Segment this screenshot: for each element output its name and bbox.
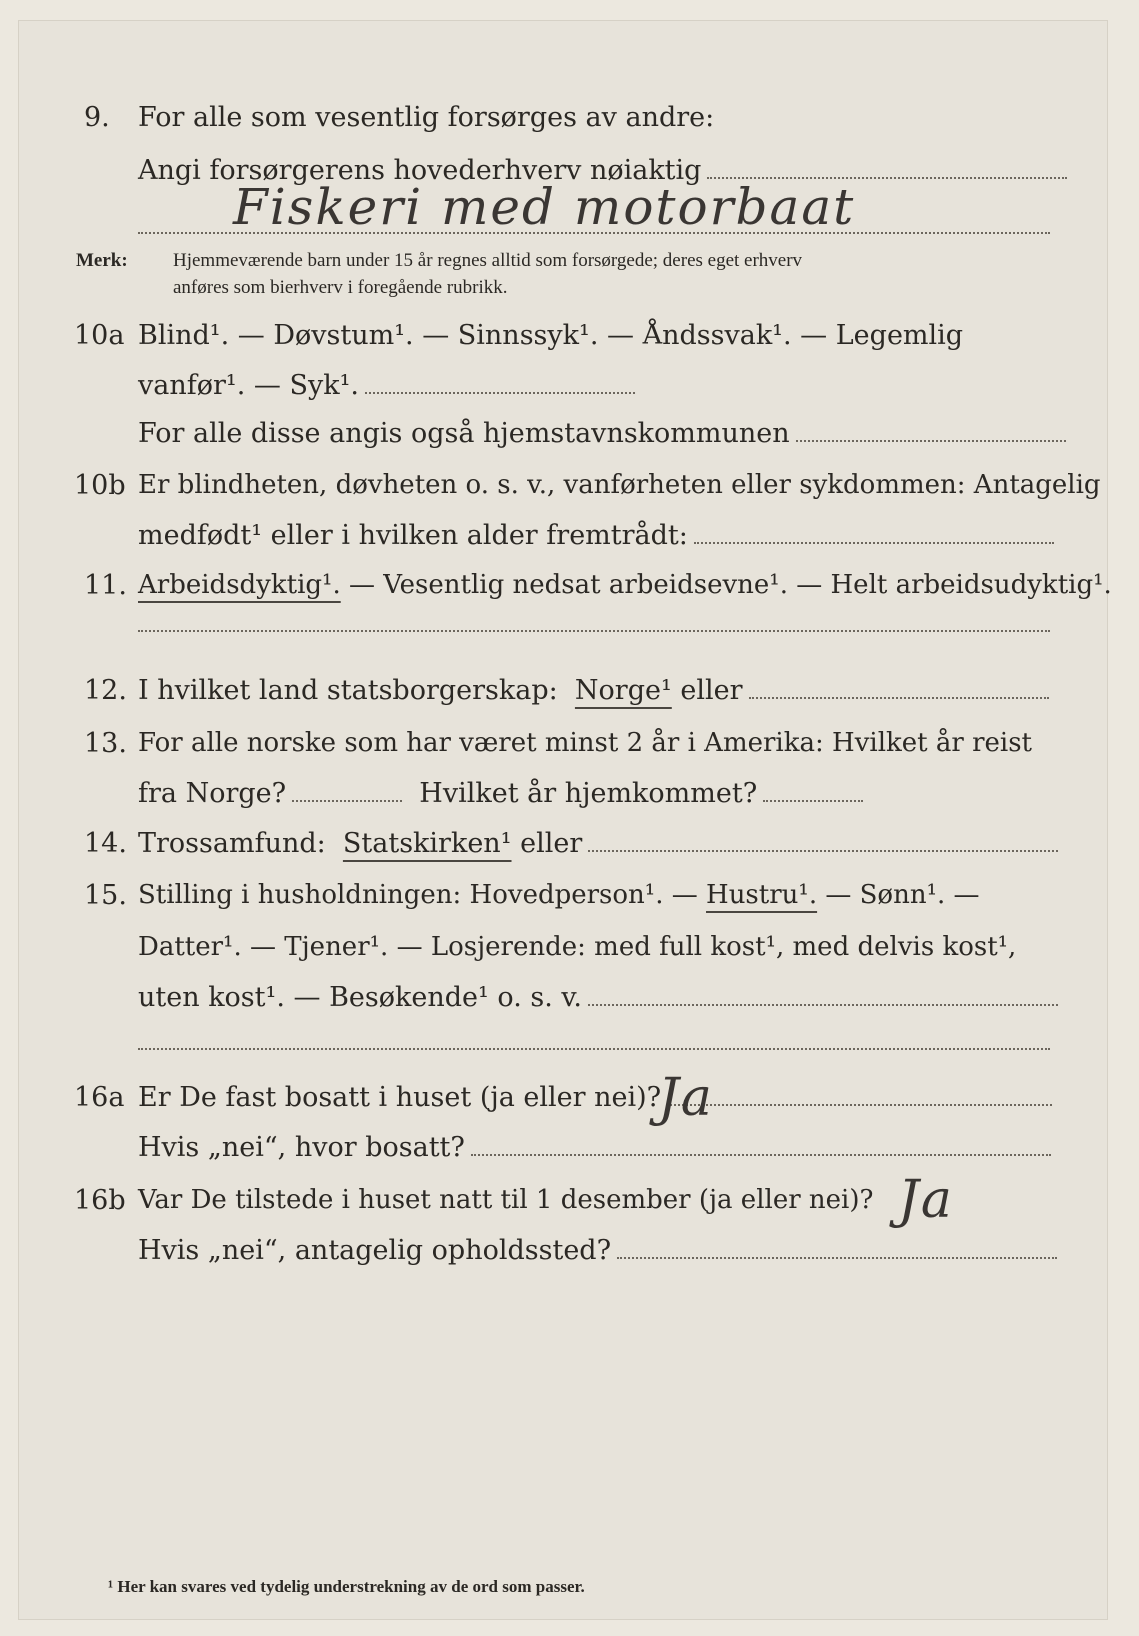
q16a-line2 (18, 1132, 1108, 1172)
q14-option-statskirken: Statskirken¹ (342, 828, 512, 859)
q12-dots (749, 696, 1049, 699)
q12-line (18, 675, 1108, 715)
q14-number: 14. (84, 828, 127, 859)
q11-line1 (18, 570, 1112, 610)
q10b-number: 10b (74, 470, 126, 501)
q10b-line2 (18, 520, 1108, 560)
q10a-line1 (18, 320, 1108, 360)
q10b-line1-text: Er blindheten, døvheten o. s. v., vanførheten eller sykdommen: Antagelig (138, 470, 1101, 500)
q11-rest: — Vesentlig nedsat arbeidsevne¹. — Helt arbeidsudyktig¹. (348, 570, 1112, 600)
q9-handwritten-answer: Fiskeri med motorbaat (233, 178, 856, 236)
q13-line2 (18, 778, 1108, 818)
q14-text: Trossamfund: (138, 828, 326, 859)
q15-line1a: Stilling i husholdningen: Hovedperson¹. — (138, 880, 698, 910)
q16b-line2 (18, 1235, 1108, 1275)
q15-line1b: — Sønn¹. — (825, 880, 980, 910)
q9-line1 (18, 102, 1108, 142)
q13-dots-b (763, 799, 863, 802)
q16a-line2-text: Hvis „nei“, hvor bosatt? (138, 1132, 465, 1163)
merk-label: Merk: (76, 250, 128, 271)
q9-line2-text: Angi forsørgerens hovederhverv nøiaktig (138, 155, 702, 186)
q15-line1 (18, 880, 1108, 920)
q16a-line1-text: Er De fast bosatt i huset (ja eller nei)? (138, 1082, 662, 1113)
merk-line1: Hjemmeværende barn under 15 år regnes alltid som forsørgede; deres eget erhverv (173, 250, 803, 271)
q15-line3 (18, 982, 1108, 1022)
q15-line3-text: uten kost¹. — Besøkende¹ o. s. v. (138, 982, 583, 1013)
q10a-line2-dots (365, 391, 635, 394)
q13-dots-a (292, 799, 402, 802)
q10b-line2-text: medfødt¹ eller i hvilken alder fremtrådt: (138, 520, 688, 551)
q16b-line2-dots (617, 1256, 1057, 1259)
q11-number: 11. (84, 570, 127, 601)
q10a-line2-text: vanfør¹. — Syk¹. (138, 370, 359, 401)
q15-answer-rule (138, 1048, 1050, 1050)
q13-line2a: fra Norge? (138, 778, 287, 809)
q15-line2 (18, 932, 1108, 972)
q16b-line2-text: Hvis „nei“, antagelig opholdssted? (138, 1235, 612, 1266)
q12-option-norge: Norge¹ (574, 675, 672, 706)
q10a-line1-text: Blind¹. — Døvstum¹. — Sinnssyk¹. — Åndssvak¹. — Legemlig (138, 320, 964, 351)
q14-dots (588, 849, 1058, 852)
q13-number: 13. (84, 728, 127, 759)
q14-line (18, 828, 1108, 868)
q10a-line3 (18, 418, 1108, 458)
q9-number: 9. (84, 102, 110, 133)
q16a-line1 (18, 1082, 1108, 1122)
q16a-handwritten-answer: Ja (658, 1068, 714, 1128)
q15-option-hustru: Hustru¹. (706, 880, 818, 910)
q10a-number: 10a (74, 320, 125, 351)
q10a-line3-text: For alle disse angis også hjemstavnskommunen (138, 418, 790, 449)
q16a-line2-dots (471, 1153, 1051, 1156)
q16b-line1-text: Var De tilstede i huset natt til 1 desember (ja eller nei)? (138, 1185, 874, 1215)
census-form-page (18, 20, 1112, 1620)
q15-line2-text: Datter¹. — Tjener¹. — Losjerende: med full kost¹, med delvis kost¹, (138, 932, 1017, 962)
q9-line1-text: For alle som vesentlig forsørges av andre: (138, 102, 715, 133)
q13-line1 (18, 728, 1108, 768)
q11-answer-rule (138, 630, 1050, 632)
q16a-line1-dots (667, 1103, 1052, 1106)
q10a-line2 (18, 370, 1108, 410)
q12-post: eller (680, 675, 743, 706)
q12-text: I hvilket land statsborgerskap: (138, 675, 558, 706)
q16b-number: 16b (74, 1185, 126, 1216)
q12-number: 12. (84, 675, 127, 706)
q10b-line1 (18, 470, 1108, 510)
q10b-line2-dots (694, 541, 1054, 544)
merk-line2: anføres som bierhverv i foregående rubrikk. (173, 277, 508, 298)
q13-line2b: Hvilket år hjemkommet? (419, 778, 758, 809)
q11-option-arbeidsdyktig: Arbeidsdyktig¹. (138, 570, 341, 600)
q10a-line3-dots (796, 439, 1066, 442)
q13-line1-text: For alle norske som har været minst 2 år i Amerika: Hvilket år reist (138, 728, 1032, 758)
q16a-number: 16a (74, 1082, 125, 1113)
q15-line3-dots (588, 1003, 1058, 1006)
footnote: ¹ Her kan svares ved tydelig understrekning av de ord som passer. (108, 1577, 585, 1596)
q15-number: 15. (84, 880, 127, 911)
q14-post: eller (520, 828, 583, 859)
q16b-handwritten-answer: Ja (898, 1170, 954, 1230)
